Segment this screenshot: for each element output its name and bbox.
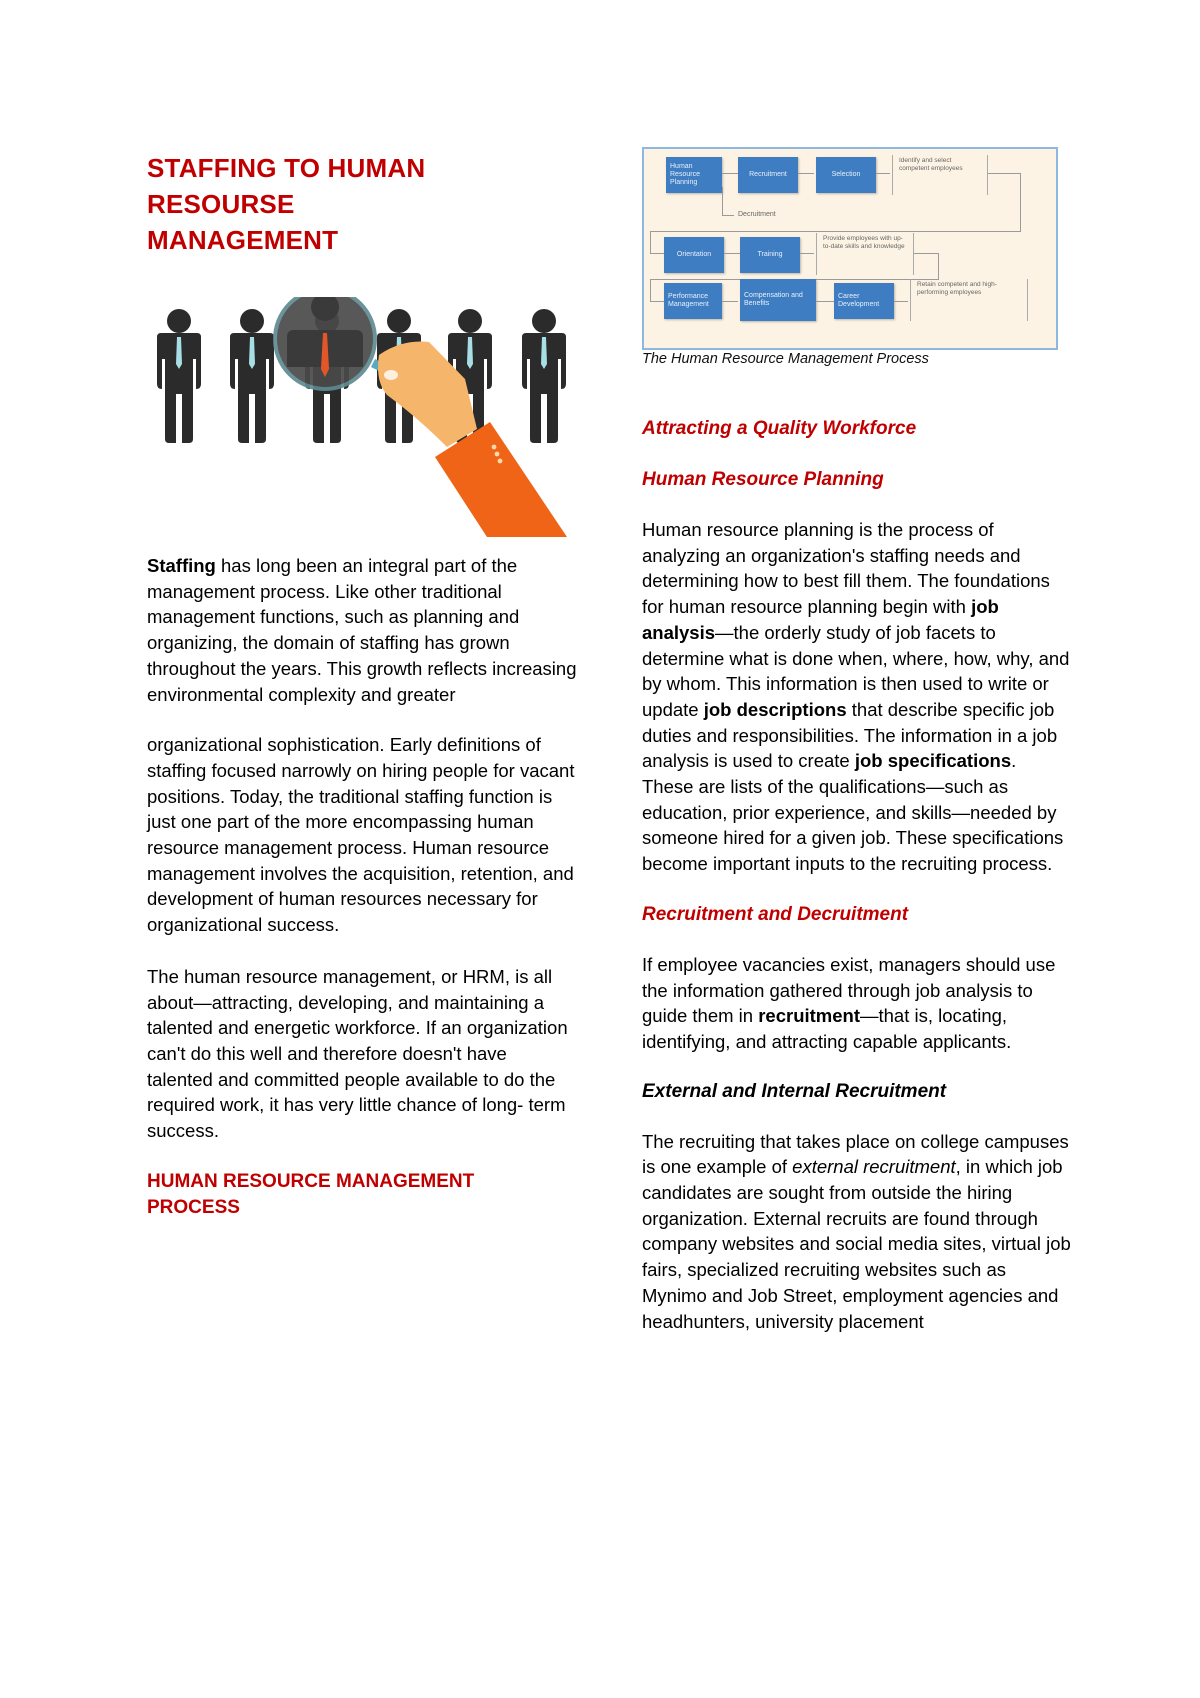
arrow	[798, 173, 814, 174]
connector	[938, 253, 939, 279]
right-column	[642, 350, 1072, 1334]
staffing-illustration	[147, 297, 567, 537]
diagram-box-recruitment: Recruitment	[738, 157, 798, 193]
connector	[988, 173, 1020, 174]
arrow	[724, 253, 740, 254]
term-job-specifications: job specifications	[854, 750, 1012, 772]
arrow	[722, 173, 738, 174]
diagram-note-retain: Retain competent and high-performing employees	[910, 279, 1028, 321]
hrm-definition-paragraph: The human resource management, or HRM, is all about—attracting, developing, and maintaining a talented and energetic workforce. If an organization can't do this well and therefore doesn't have talented and committed people available to do the required work, it has very little chance of long- term success.	[147, 965, 568, 1142]
diagram-box-selection: Selection	[816, 157, 876, 193]
heading-recruitment-decruitment: Recruitment and Decruitment	[642, 903, 909, 925]
connector	[1020, 173, 1021, 231]
arrow	[876, 173, 890, 174]
arrow	[722, 301, 738, 302]
staffing-intro-paragraph: Staffing has long been an integral part of the management process. Like other traditional management functions, such as planning and organizing, the domain of staffing has grown throughout the years. This growth reflects increasing environmental complexity and greater	[147, 555, 577, 705]
magnifying-glass-over-people-icon	[147, 297, 567, 537]
diagram-note-identify: Identify and select competent employees	[892, 155, 988, 195]
hrm-process-diagram	[642, 147, 1058, 350]
connector	[650, 279, 651, 301]
diagram-label-decruitment: Decruitment	[738, 211, 776, 218]
diagram-box-performance-management: Performance Management	[664, 283, 722, 319]
page-title: STAFFING TO HUMAN RESOURSE MANAGEMENT	[147, 153, 426, 255]
heading-attracting-workforce: Attracting a Quality Workforce	[642, 418, 917, 439]
term-external-recruitment: external recruitment	[792, 1156, 956, 1178]
arrow	[800, 253, 814, 254]
connector	[650, 231, 651, 253]
diagram-box-training: Training	[740, 237, 800, 273]
external-recruitment-paragraph: The recruiting that takes place on college campuses is one example of external recruitment, in which job candidates are sought from outside the hiring organization. External recruits are found through company websites and social media sites, virtual job fairs, specialized recruiting websites such as Mynimo and Job Street, employment agencies and headhunters, university placement	[642, 1130, 1071, 1332]
diagram-caption: The Human Resource Management Process	[642, 351, 929, 367]
term-staffing: Staffing	[147, 555, 216, 576]
staffing-evolution-paragraph: organizational sophistication. Early definitions of staffing focused narrowly on hiring people for vacant positions. Today, the traditional staffing function is just one part of the more encompassing human resource management process. Human resource management involves the acquisition, retention, and development of human resources necessary for organizational success.	[147, 734, 575, 936]
arrow	[650, 301, 664, 302]
connector	[914, 253, 938, 254]
arrow	[894, 301, 908, 302]
hrm-process-heading: HUMAN RESOURCE MANAGEMENT PROCESS	[147, 1170, 475, 1218]
recruitment-paragraph: If employee vacancies exist, managers should use the information gathered through job analysis to guide them in recruitment—that is, locating, identifying, and attracting capable applicants.	[642, 953, 1056, 1052]
arrow	[816, 301, 834, 302]
connector	[722, 215, 734, 216]
diagram-box-orientation: Orientation	[664, 237, 724, 273]
arrow	[650, 253, 664, 254]
term-recruitment: recruitment	[758, 1005, 860, 1027]
left-body	[147, 553, 577, 1221]
heading-hr-planning: Human Resource Planning	[642, 469, 884, 490]
hr-planning-paragraph: Human resource planning is the process of analyzing an organization's staffing needs and determining how to best fill them. The foundations for human resource planning begin with job analysis—the orderly study of job facets to determine what is done when, where, how, why, and by whom. This information is then used to write or update job descriptions that describe specific job duties and responsibilities. The information in a job analysis is used to create job specifications. These are lists of the qualifications—such as education, prior experience, and skills—needed by someone hired for a given job. These specifications become important inputs to the recruiting process.	[642, 519, 1070, 875]
term-job-descriptions: job descriptions	[703, 698, 847, 720]
connector	[722, 187, 723, 215]
heading-external-internal-recruitment: External and Internal Recruitment	[642, 1080, 947, 1102]
diagram-box-compensation: Compensation and Benefits	[740, 279, 816, 321]
diagram-box-career-development: Career Development	[834, 283, 894, 319]
term-job-analysis: job analysis	[642, 596, 999, 643]
diagram-box-hr-planning: Human Resource Planning	[666, 157, 722, 193]
diagram-note-provide: Provide employees with up-to-date skills and knowledge	[816, 233, 914, 275]
connector	[650, 231, 1021, 232]
left-column	[147, 150, 577, 258]
